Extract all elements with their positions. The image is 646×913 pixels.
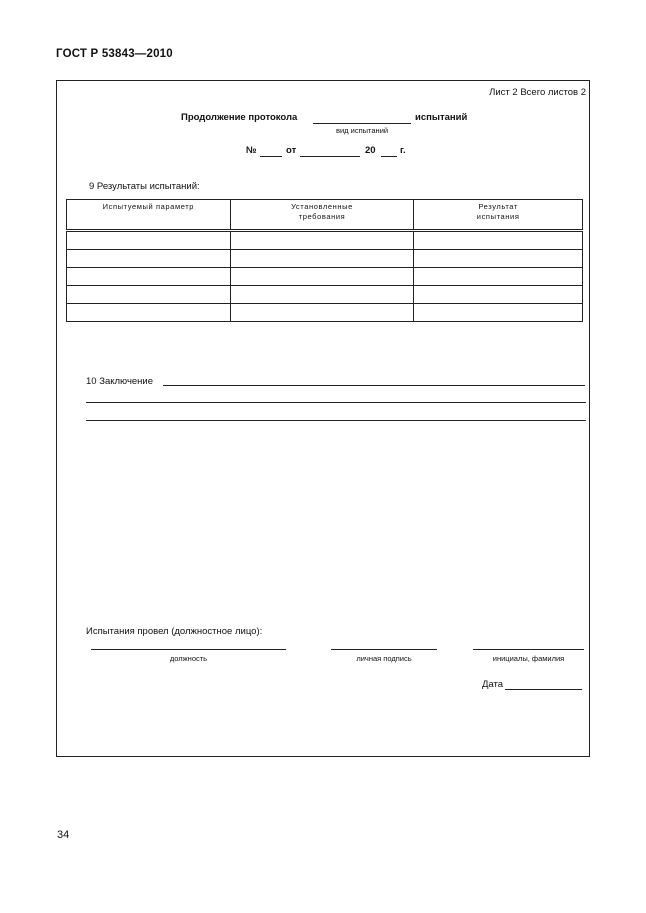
- table-cell: [67, 231, 231, 250]
- date-blank: [300, 155, 360, 157]
- page-number: 34: [57, 829, 70, 841]
- date-line: [505, 689, 582, 690]
- table-cell: [67, 268, 231, 286]
- column-header-result: Результат испытания: [414, 200, 583, 231]
- column-header-requirements: Установленные требования: [230, 200, 414, 231]
- table-cell: [414, 250, 583, 268]
- table-cell: [67, 250, 231, 268]
- table-cell: [414, 268, 583, 286]
- standard-designation: ГОСТ Р 53843—2010: [56, 48, 173, 60]
- table-cell: [67, 286, 231, 304]
- conclusion-line-2: [86, 402, 586, 403]
- table-cell: [230, 268, 414, 286]
- conclusion-line-1: [163, 385, 585, 386]
- position-line: [91, 649, 286, 650]
- test-type-caption: вид испытаний: [336, 126, 389, 135]
- date-label: Дата: [482, 679, 504, 690]
- name-caption: инициалы, фамилия: [492, 654, 565, 663]
- table-row: [67, 231, 583, 250]
- table-cell: [414, 286, 583, 304]
- column-header-parameter: Испытуемый параметр: [67, 200, 231, 231]
- table-row: [67, 268, 583, 286]
- conclusion-line-3: [86, 420, 586, 421]
- conclusion-label: 10 Заключение: [86, 376, 154, 387]
- test-type-blank: [313, 122, 411, 124]
- protocol-title-prefix: Продолжение протокола: [181, 112, 298, 123]
- from-word: от: [286, 145, 297, 156]
- table-row: [67, 286, 583, 304]
- table-cell: [67, 304, 231, 322]
- number-blank: [260, 155, 282, 157]
- table-cell: [414, 231, 583, 250]
- table-cell: [230, 286, 414, 304]
- year-suffix: г.: [400, 145, 406, 156]
- year-blank: [381, 155, 397, 157]
- table-cell: [230, 304, 414, 322]
- results-table: [66, 199, 583, 322]
- performed-by-label: Испытания провел (должностное лицо):: [86, 626, 263, 637]
- table-cell: [230, 250, 414, 268]
- position-caption: должность: [169, 654, 208, 663]
- table-cell: [230, 231, 414, 250]
- signature-caption: личная подпись: [356, 654, 412, 663]
- results-heading: 9 Результаты испытаний:: [89, 181, 200, 192]
- table-row: [67, 304, 583, 322]
- table-cell: [414, 304, 583, 322]
- table-row: [67, 250, 583, 268]
- protocol-title-suffix: испытаний: [415, 112, 468, 123]
- name-line: [473, 649, 584, 650]
- sheet-info: Лист 2 Всего листов 2: [489, 87, 586, 98]
- number-sign: №: [246, 145, 257, 156]
- year-prefix: 20: [365, 145, 376, 156]
- signature-line: [331, 649, 437, 650]
